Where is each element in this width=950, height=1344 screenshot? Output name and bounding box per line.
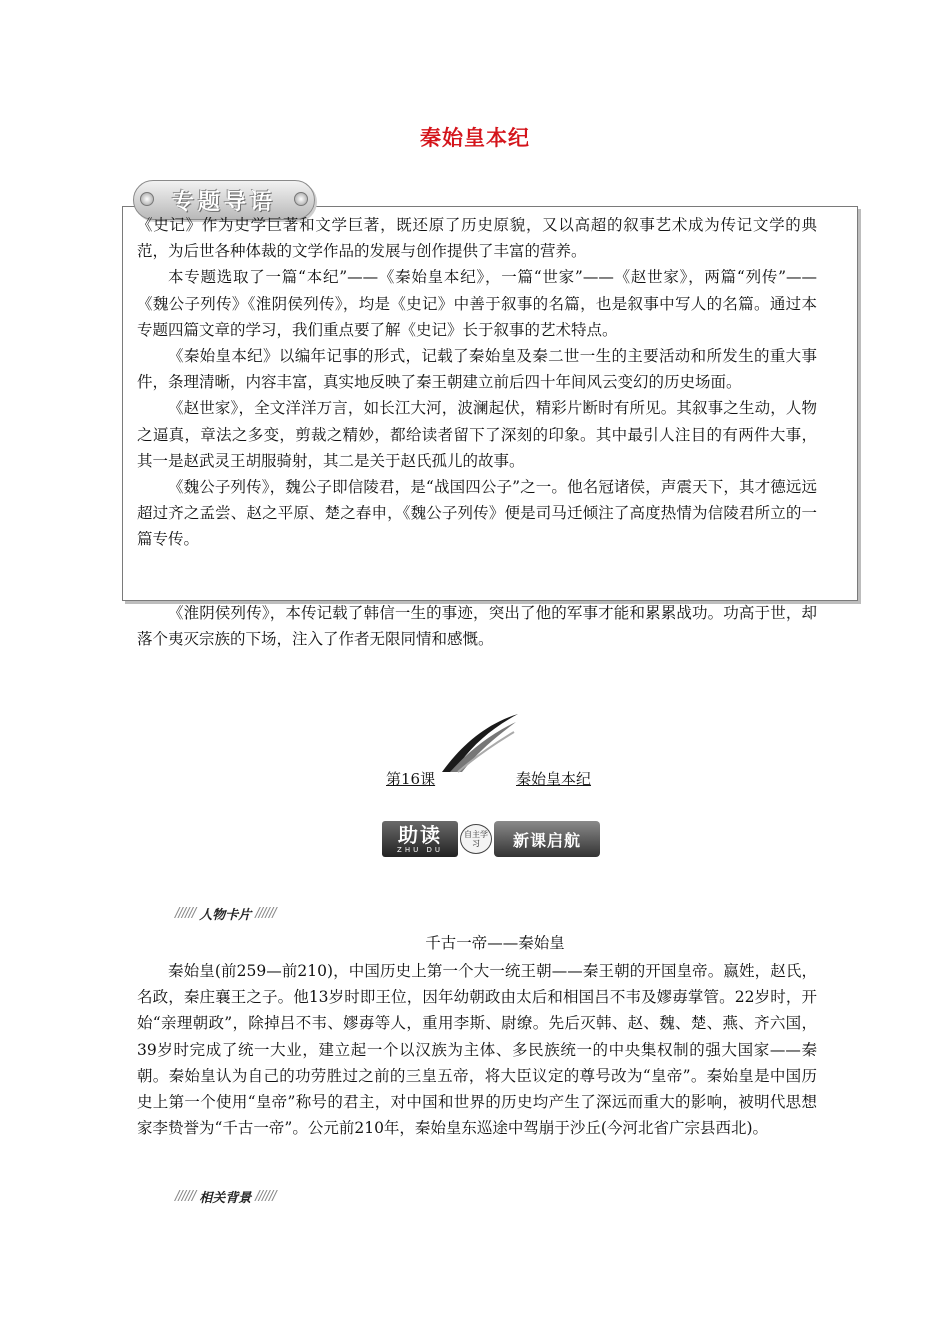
banner-mid-label: 自主学习	[460, 824, 492, 854]
banner-pinyin: ZHU DU	[397, 845, 443, 854]
hatch-decoration: //////	[255, 906, 276, 921]
hatch-decoration: //////	[175, 906, 196, 921]
banner-right-label: 新课启航	[494, 821, 600, 857]
intro-paragraph: 《秦始皇本纪》以编年记事的形式，记载了秦始皇及秦二世一生的主要活动和所发生的重大事件，条理清晰，内容丰富，真实地反映了秦王朝建立前后四十年间风云变幻的历史场面。	[137, 347, 817, 392]
banner-main	[382, 821, 458, 857]
reading-banner	[382, 821, 600, 857]
bio-paragraph: 秦始皇(前259—前210)，中国历史上第一个大一统王朝——秦王朝的开国皇帝。嬴姓，赵氏，名政，秦庄襄王之子。他13岁时即王位，因年幼朝政由太后和相国吕不韦及嫪毐掌管。22岁时，开始“亲理朝政”，除掉吕不韦、嫪毐等人，重用李斯、尉缭。先后灭韩、赵、魏、楚、燕、齐六国，39岁时完成了统一大业，建立起一个以汉族为主体、多民族统一的中央集权制的强大国家——秦朝。秦始皇认为自己的功劳胜过之前的三皇五帝，将大臣议定的尊号改为“皇帝”。秦始皇是中国历史上第一个使用“皇帝”称号的君主，对中国和世界的历史均产生了深远而重大的影响，被明代思想家李贽誉为“千古一帝”。公元前210年，秦始皇东巡途中驾崩于沙丘(今河北省广宗县西北)。	[137, 962, 817, 1138]
section-subtitle: 千古一帝——秦始皇	[425, 934, 565, 952]
section-tag-label: 相关背景	[199, 1191, 252, 1206]
bullet-icon	[294, 192, 308, 206]
intro-paragraph: 《魏公子列传》，魏公子即信陵君，是“战国四公子”之一。他名冠诸侯，声震天下，其才德远远超过齐之孟尝、赵之平原、楚之春申，《魏公子列传》便是司马迁倾注了高度热情为信陵君所立的一篇专传。	[137, 478, 817, 549]
intro-after-text	[137, 600, 817, 652]
lesson-title: 秦始皇本纪	[516, 770, 592, 788]
section-tag-background	[175, 1187, 276, 1206]
section-tag-label: 人物卡片	[199, 908, 252, 923]
bullet-icon	[140, 192, 154, 206]
swoosh-icon	[440, 712, 520, 774]
section-tag-character	[175, 904, 276, 923]
lesson-number: 第16课	[386, 770, 436, 788]
intro-paragraph: 《史记》作为史学巨著和文学巨著，既还原了历史原貌，又以高超的叙事艺术成为传记文学的典范，为后世各种体裁的文学作品的发展与创作提供了丰富的营养。	[137, 216, 817, 261]
page-title: 秦始皇本纪	[420, 126, 530, 150]
hatch-decoration: //////	[255, 1189, 276, 1204]
intro-text	[137, 212, 817, 553]
bio-text	[137, 958, 817, 1141]
intro-paragraph: 《淮阴侯列传》，本传记载了韩信一生的事迹，突出了他的军事才能和累累战功。功高于世，却落个夷灭宗族的下场，注入了作者无限同情和感慨。	[137, 604, 817, 649]
intro-paragraph: 本专题选取了一篇“本纪”——《秦始皇本纪》，一篇“世家”——《赵世家》，两篇“列传”——《魏公子列传》《淮阴侯列传》，均是《史记》中善于叙事的名篇，也是叙事中写人的名篇。通过本专题四篇文章的学习，我们重点要了解《史记》长于叙事的艺术特点。	[137, 268, 817, 339]
hatch-decoration: //////	[175, 1189, 196, 1204]
banner-main-label: 助读	[398, 822, 442, 847]
badge-label: 专题导语	[171, 189, 276, 215]
intro-paragraph: 《赵世家》，全文洋洋万言，如长江大河，波澜起伏，精彩片断时有所见。其叙事之生动，人物之逼真，章法之多变，剪裁之精妙，都给读者留下了深刻的印象。其中最引人注目的有两件大事，其一是赵武灵王胡服骑射，其二是关于赵氏孤儿的故事。	[137, 399, 817, 470]
